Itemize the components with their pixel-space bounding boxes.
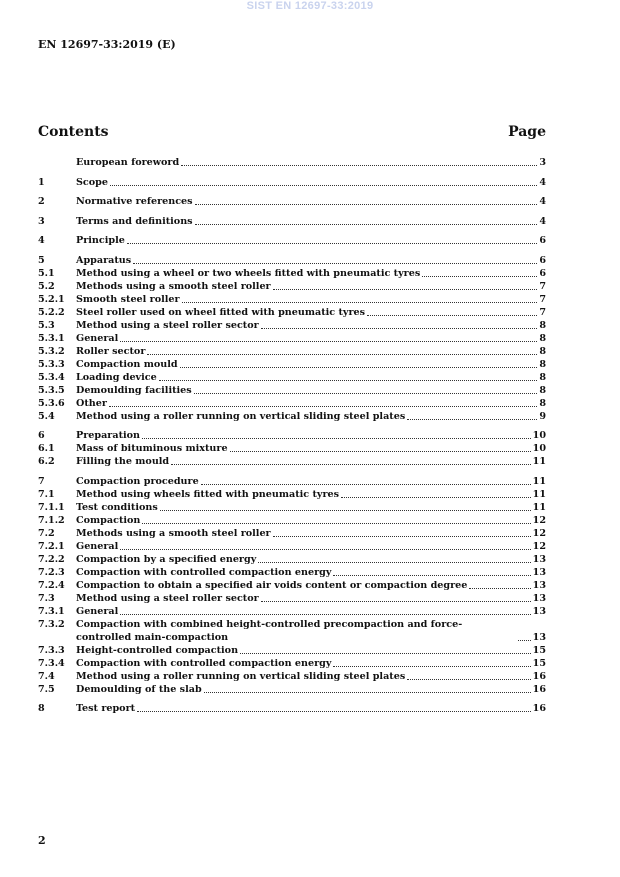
- toc-entry[interactable]: [38, 527, 546, 540]
- toc-entry-number: 5: [38, 254, 45, 266]
- toc-leader-dots: [110, 185, 537, 186]
- toc-entry-title: Method using a steel roller sector: [76, 592, 259, 604]
- toc-entry-page: 15: [532, 657, 546, 669]
- toc-entry[interactable]: [38, 280, 546, 293]
- toc-entry-title: Filling the mould: [76, 456, 170, 467]
- toc-leader-dots: [109, 406, 537, 407]
- toc-entry-number: 5.3.1: [38, 332, 65, 344]
- toc-leader-dots: [180, 367, 538, 368]
- toc-leader-dots: [137, 711, 531, 712]
- toc-entry[interactable]: [38, 442, 546, 455]
- toc-entry-page: 12: [532, 527, 546, 539]
- toc-entry-page: 13: [532, 579, 546, 591]
- toc-leader-dots: [120, 341, 537, 342]
- toc-entry-page: 8: [539, 358, 546, 370]
- toc-entry-title: Demoulding facilities: [76, 384, 192, 396]
- toc-entry-page: 11: [532, 501, 546, 513]
- toc-entry-title: Other: [76, 397, 107, 409]
- toc-entry-title: Test conditions: [76, 501, 158, 513]
- toc-entry-page: 8: [539, 397, 546, 409]
- toc-entry-number: 3: [38, 215, 45, 227]
- toc-entry[interactable]: [38, 618, 546, 644]
- toc-leader-dots: [240, 653, 531, 654]
- toc-entry-title: Normative references: [76, 196, 193, 207]
- toc-entry-number: 7.2.1: [38, 540, 65, 552]
- toc-entry-title: Loading device: [76, 371, 157, 383]
- toc-leader-dots: [407, 419, 537, 420]
- toc-entry[interactable]: [38, 306, 546, 319]
- toc-entry-number: 7: [38, 475, 45, 487]
- toc-leader-dots: [273, 536, 531, 537]
- toc-entry[interactable]: [38, 234, 546, 247]
- toc-leader-dots: [127, 243, 537, 244]
- toc-entry-title: Compaction with controlled compaction energy: [76, 566, 332, 578]
- toc-entry-title: Methods using a smooth steel roller: [76, 280, 271, 292]
- toc-leader-dots: [261, 601, 531, 602]
- toc-leader-dots: [181, 165, 537, 166]
- toc-leader-dots: [230, 451, 531, 452]
- toc-leader-dots: [194, 393, 538, 394]
- contents-title: Contents: [38, 124, 109, 140]
- toc-entry[interactable]: [38, 215, 546, 228]
- toc-entry-title: Method using a wheel or two wheels fitted with pneumatic tyres: [76, 267, 421, 279]
- watermark: SIST EN 12697-33:2019: [246, 0, 374, 12]
- toc-leader-dots: [171, 464, 530, 465]
- toc-entry[interactable]: [38, 195, 546, 208]
- toc-entry-page: 7: [539, 306, 546, 318]
- toc-entry-page: 4: [539, 215, 546, 227]
- toc-entry-title: Compaction with combined height-controlled precompaction and force-controlled main-compaction: [76, 618, 463, 643]
- toc-entry-page: 7: [539, 293, 546, 305]
- toc-entry-page: 8: [539, 371, 546, 383]
- toc-entry[interactable]: [38, 254, 546, 267]
- toc-entry-page: 12: [532, 540, 546, 552]
- toc-entry[interactable]: [38, 429, 546, 442]
- toc-entry-number: 5.4: [38, 410, 55, 422]
- toc-entry-page: 16: [532, 683, 546, 695]
- toc-entry-number: 5.3.6: [38, 397, 65, 409]
- toc-entry-page: 3: [539, 157, 546, 168]
- toc-leader-dots: [142, 438, 531, 439]
- toc-entry-title: Apparatus: [76, 254, 132, 266]
- toc-leader-dots: [159, 380, 538, 381]
- toc-entry-number: 7.1: [38, 488, 55, 500]
- toc-entry-page: 11: [532, 456, 546, 467]
- toc-entry-page: 16: [532, 670, 546, 682]
- toc-entry-page: 8: [539, 332, 546, 344]
- toc-entry-page: 7: [539, 280, 546, 292]
- toc-entry-number: 2: [38, 196, 45, 207]
- toc-entry[interactable]: [38, 514, 546, 527]
- toc-entry-title: Terms and definitions: [76, 215, 193, 227]
- toc-entry-number: 7.3.2: [38, 618, 65, 630]
- toc-leader-dots: [182, 302, 538, 303]
- toc-entry-title: General: [76, 540, 119, 552]
- toc-entry-page: 16: [532, 703, 546, 714]
- toc-entry-title: Height-controlled compaction: [76, 644, 239, 656]
- toc-entry-number: 7.2.2: [38, 553, 65, 565]
- toc-entry[interactable]: [38, 156, 546, 169]
- toc-entry-page: 8: [539, 319, 546, 331]
- toc-entry-page: 10: [532, 443, 546, 454]
- toc-leader-dots: [469, 588, 530, 589]
- toc-leader-dots: [142, 523, 530, 524]
- toc-entry[interactable]: [38, 605, 546, 618]
- toc-entry-number: 6: [38, 430, 45, 441]
- toc-entry-number: 8: [38, 703, 45, 714]
- toc-entry[interactable]: [38, 475, 546, 488]
- toc-entry[interactable]: [38, 384, 546, 397]
- toc-leader-dots: [273, 289, 538, 290]
- toc-entry[interactable]: [38, 345, 546, 358]
- toc-entry-title: Demoulding of the slab: [76, 683, 202, 695]
- toc-entry-number: 6.1: [38, 443, 55, 454]
- toc-entry-title: Compaction by a specified energy: [76, 553, 257, 565]
- toc-leader-dots: [120, 614, 530, 615]
- toc-leader-dots: [333, 575, 530, 576]
- toc-entry-title: Method using a roller running on vertical sliding steel plates: [76, 410, 406, 422]
- toc-entry[interactable]: [38, 371, 546, 384]
- toc-entry-page: 8: [539, 345, 546, 357]
- table-of-contents: [38, 156, 546, 715]
- toc-entry-page: 13: [532, 605, 546, 617]
- toc-leader-dots: [518, 640, 531, 641]
- toc-entry[interactable]: [38, 657, 546, 670]
- toc-entry-title: Roller sector: [76, 345, 146, 357]
- toc-entry-number: 5.3: [38, 319, 55, 331]
- toc-entry-page: 11: [532, 488, 546, 500]
- toc-leader-dots: [201, 484, 531, 485]
- toc-leader-dots: [261, 328, 538, 329]
- toc-leader-dots: [422, 276, 537, 277]
- toc-entry-title: Compaction: [76, 514, 141, 526]
- toc-entry-page: 6: [539, 254, 546, 266]
- toc-entry-page: 11: [532, 475, 546, 487]
- toc-entry-number: 5.3.3: [38, 358, 65, 370]
- toc-leader-dots: [407, 679, 530, 680]
- toc-entry[interactable]: [38, 488, 546, 501]
- toc-leader-dots: [333, 666, 530, 667]
- toc-entry-page: 4: [539, 196, 546, 207]
- toc-entry-title: European foreword: [76, 157, 180, 168]
- toc-entry[interactable]: [38, 579, 546, 592]
- toc-entry[interactable]: [38, 358, 546, 371]
- toc-entry[interactable]: [38, 540, 546, 553]
- toc-entry-number: 7.3.3: [38, 644, 65, 656]
- toc-entry-title: Compaction mould: [76, 358, 178, 370]
- toc-entry-title: Test report: [76, 703, 136, 714]
- toc-entry-page: 9: [539, 410, 546, 422]
- toc-entry-number: 7.1.1: [38, 501, 65, 513]
- toc-entry-page: 13: [532, 553, 546, 565]
- toc-entry[interactable]: [38, 455, 546, 468]
- toc-entry[interactable]: [38, 332, 546, 345]
- toc-entry-number: 7.3: [38, 592, 55, 604]
- toc-entry[interactable]: [38, 553, 546, 566]
- toc-entry-page: 12: [532, 514, 546, 526]
- toc-entry-title: Method using wheels fitted with pneumatic tyres: [76, 488, 340, 500]
- toc-entry-page: 10: [532, 430, 546, 441]
- toc-entry-title: Smooth steel roller: [76, 293, 180, 305]
- toc-entry-title: Compaction with controlled compaction energy: [76, 657, 332, 669]
- toc-entry-title: Compaction to obtain a specified air voids content or compaction degree: [76, 579, 468, 591]
- toc-entry-number: 7.1.2: [38, 514, 65, 526]
- toc-entry-page: 8: [539, 384, 546, 396]
- toc-entry-title: General: [76, 605, 119, 617]
- toc-entry-page: 15: [532, 644, 546, 656]
- toc-entry-number: 4: [38, 235, 45, 246]
- toc-leader-dots: [341, 497, 531, 498]
- page-number: 2: [38, 834, 46, 847]
- toc-entry-page: 6: [539, 267, 546, 279]
- toc-entry-number: 5.3.4: [38, 371, 65, 383]
- toc-entry-number: 7.2: [38, 527, 55, 539]
- toc-entry[interactable]: [38, 410, 546, 423]
- toc-entry[interactable]: [38, 501, 546, 514]
- toc-entry-number: 1: [38, 176, 45, 188]
- toc-entry-page: 13: [532, 592, 546, 604]
- toc-entry-title: Method using a steel roller sector: [76, 319, 259, 331]
- toc-entry-number: 5.3.2: [38, 345, 65, 357]
- toc-entry-number: 7.5: [38, 683, 55, 695]
- toc-leader-dots: [160, 510, 531, 511]
- toc-entry[interactable]: [38, 566, 546, 579]
- toc-leader-dots: [133, 263, 537, 264]
- toc-entry-number: 5.3.5: [38, 384, 65, 396]
- toc-entry-number: 5.2: [38, 280, 55, 292]
- toc-leader-dots: [195, 204, 538, 205]
- toc-entry[interactable]: [38, 702, 546, 715]
- toc-entry[interactable]: [38, 644, 546, 657]
- toc-entry-page: 4: [539, 176, 546, 188]
- toc-entry-number: 5.2.2: [38, 306, 65, 318]
- toc-entry-title: Method using a roller running on vertical sliding steel plates: [76, 670, 406, 682]
- toc-entry-title: Scope: [76, 176, 108, 188]
- toc-entry-number: 5.2.1: [38, 293, 65, 305]
- toc-entry-page: 13: [532, 631, 546, 643]
- toc-leader-dots: [367, 315, 537, 316]
- toc-entry[interactable]: [38, 319, 546, 332]
- document-id: EN 12697-33:2019 (E): [38, 38, 176, 51]
- toc-entry[interactable]: [38, 670, 546, 683]
- toc-entry-page: 6: [539, 235, 546, 246]
- toc-entry-title: Compaction procedure: [76, 475, 199, 487]
- toc-entry-number: 5.1: [38, 267, 55, 279]
- toc-entry[interactable]: [38, 683, 546, 696]
- toc-entry-title: General: [76, 332, 119, 344]
- toc-entry-number: 7.3.1: [38, 605, 65, 617]
- toc-entry-number: 7.2.4: [38, 579, 65, 591]
- toc-entry-title: Principle: [76, 235, 125, 246]
- toc-entry-number: 6.2: [38, 456, 55, 467]
- toc-entry[interactable]: [38, 293, 546, 306]
- page-column-label: Page: [508, 124, 546, 140]
- toc-entry-page: 13: [532, 566, 546, 578]
- toc-leader-dots: [195, 224, 538, 225]
- toc-entry-title: Methods using a smooth steel roller: [76, 527, 271, 539]
- toc-leader-dots: [258, 562, 530, 563]
- toc-entry-number: 7.4: [38, 670, 55, 682]
- toc-entry[interactable]: [38, 267, 546, 280]
- toc-leader-dots: [147, 354, 537, 355]
- toc-entry[interactable]: [38, 397, 546, 410]
- toc-entry-title: Steel roller used on wheel fitted with pneumatic tyres: [76, 306, 366, 318]
- toc-entry-number: 7.3.4: [38, 657, 65, 669]
- toc-entry-title: Preparation: [76, 430, 141, 441]
- toc-entry-title: Mass of bituminous mixture: [76, 443, 228, 454]
- toc-leader-dots: [204, 692, 531, 693]
- toc-entry-number: 7.2.3: [38, 566, 65, 578]
- toc-entry[interactable]: [38, 592, 546, 605]
- toc-entry[interactable]: [38, 176, 546, 189]
- toc-leader-dots: [120, 549, 530, 550]
